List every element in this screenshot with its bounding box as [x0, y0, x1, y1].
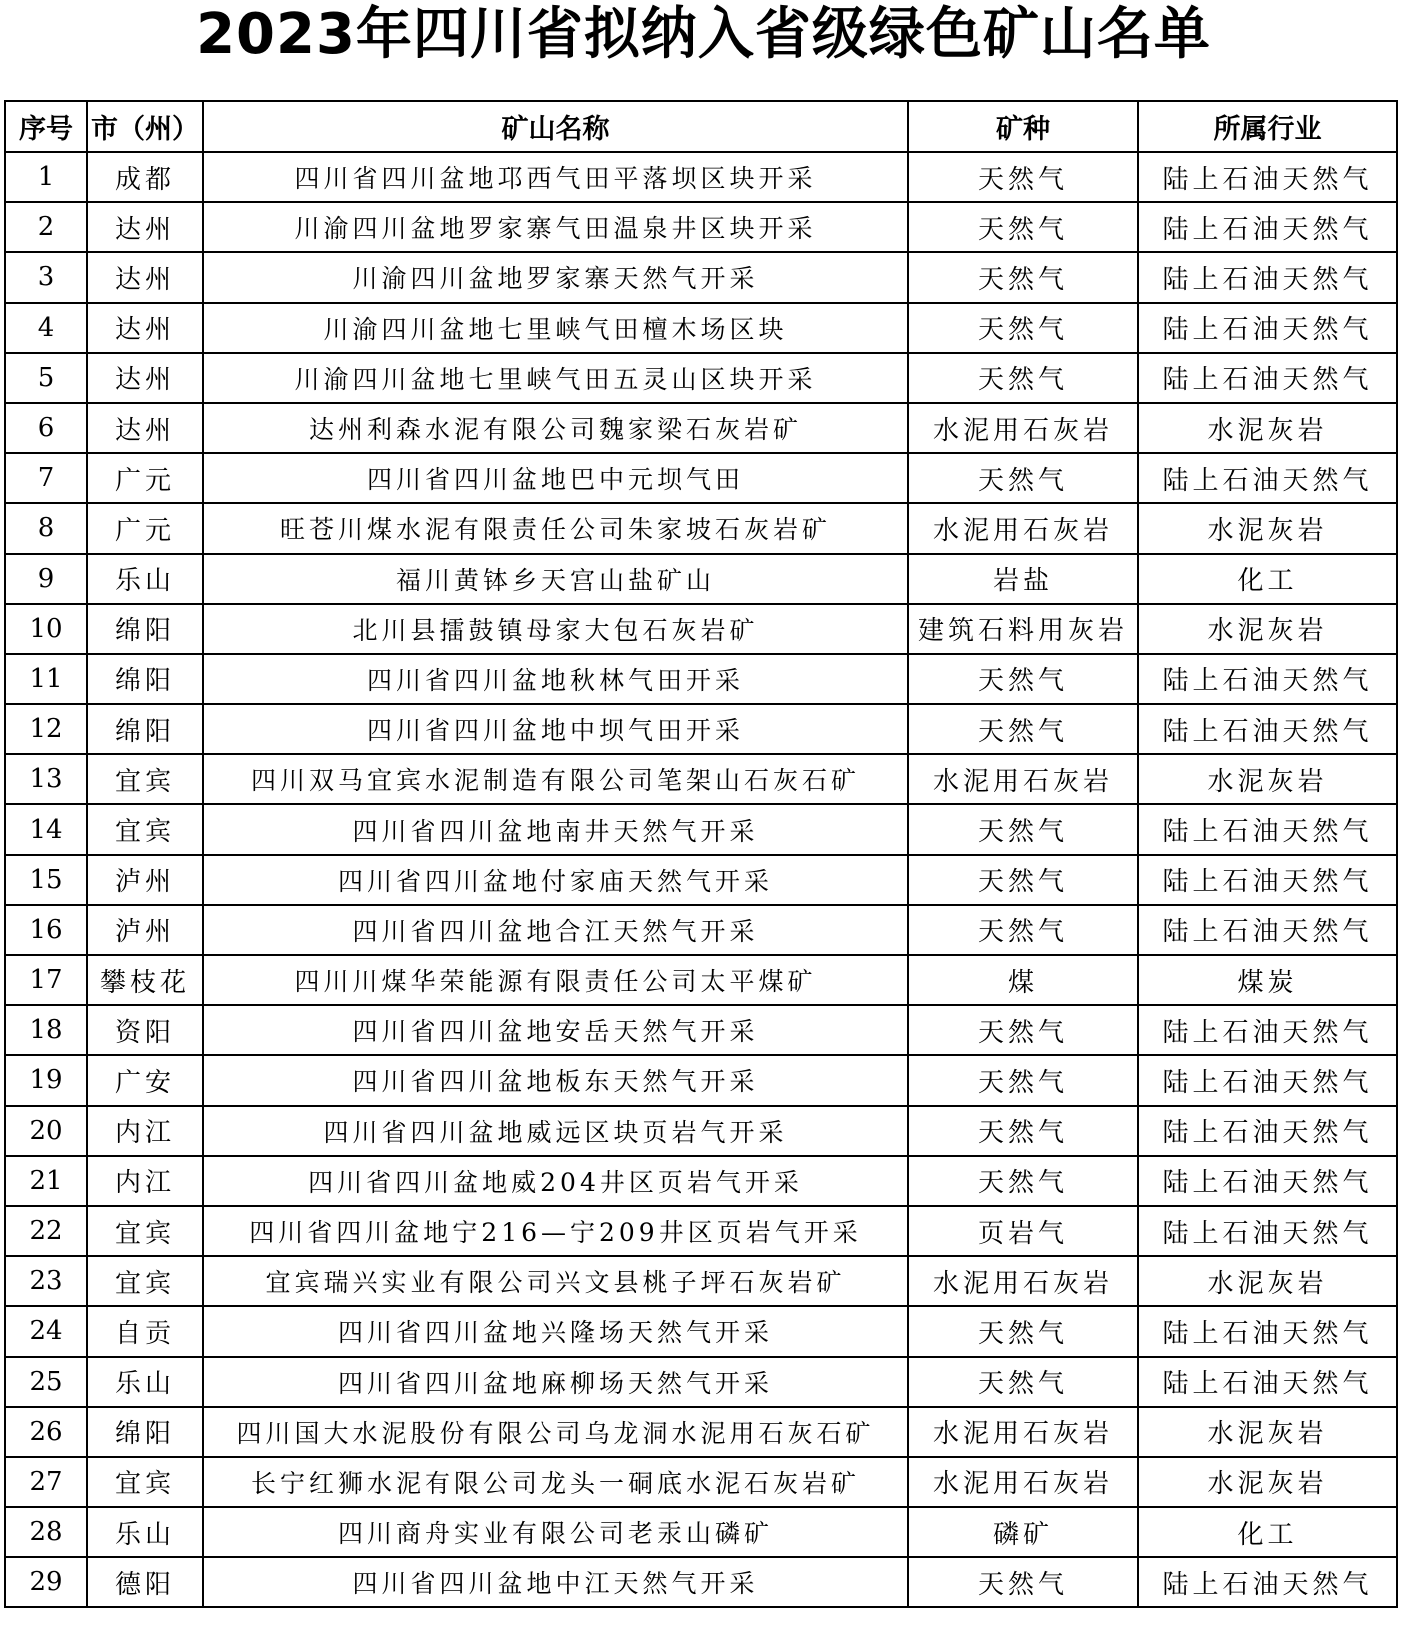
row-city: 宜宾 — [87, 754, 203, 804]
table-body — [5, 152, 1397, 1607]
row-number: 9 — [5, 554, 87, 604]
row-industry: 陆上石油天然气 — [1138, 453, 1397, 503]
row-number: 14 — [5, 804, 87, 854]
row-number: 12 — [5, 704, 87, 754]
table-row — [5, 604, 1397, 654]
row-industry: 陆上石油天然气 — [1138, 1106, 1397, 1156]
row-industry: 水泥灰岩 — [1138, 604, 1397, 654]
row-city: 达州 — [87, 252, 203, 302]
row-mine-name: 达州利森水泥有限公司魏家梁石灰岩矿 — [203, 403, 908, 453]
row-number: 20 — [5, 1106, 87, 1156]
page-title: 2023年四川省拟纳入省级绿色矿山名单 — [196, 2, 1211, 67]
row-number: 29 — [5, 1557, 87, 1607]
table-row — [5, 403, 1397, 453]
table-row — [5, 704, 1397, 754]
row-mine-name: 四川省四川盆地付家庙天然气开采 — [203, 855, 908, 905]
row-industry: 化工 — [1138, 554, 1397, 604]
row-industry: 陆上石油天然气 — [1138, 905, 1397, 955]
table-row — [5, 1156, 1397, 1206]
row-city: 内江 — [87, 1156, 203, 1206]
row-city: 宜宾 — [87, 804, 203, 854]
header-mine-name: 矿山名称 — [203, 101, 908, 152]
row-city: 乐山 — [87, 1507, 203, 1557]
table-row — [5, 503, 1397, 553]
row-city: 达州 — [87, 353, 203, 403]
row-industry: 水泥灰岩 — [1138, 1457, 1397, 1507]
table-row — [5, 905, 1397, 955]
table-row — [5, 1507, 1397, 1557]
table-row — [5, 1557, 1397, 1607]
row-mineral: 天然气 — [908, 202, 1138, 252]
row-mineral: 水泥用石灰岩 — [908, 1407, 1138, 1457]
row-mine-name: 北川县擂鼓镇母家大包石灰岩矿 — [203, 604, 908, 654]
row-city: 德阳 — [87, 1557, 203, 1607]
table-row — [5, 353, 1397, 403]
row-number: 5 — [5, 353, 87, 403]
table-row — [5, 252, 1397, 302]
row-mineral: 天然气 — [908, 654, 1138, 704]
row-city: 内江 — [87, 1106, 203, 1156]
row-city: 广安 — [87, 1055, 203, 1105]
row-number: 10 — [5, 604, 87, 654]
row-number: 23 — [5, 1256, 87, 1306]
row-industry: 水泥灰岩 — [1138, 403, 1397, 453]
row-mineral: 天然气 — [908, 303, 1138, 353]
header-mineral: 矿种 — [908, 101, 1138, 152]
row-mine-name: 旺苍川煤水泥有限责任公司朱家坡石灰岩矿 — [203, 503, 908, 553]
row-number: 2 — [5, 202, 87, 252]
row-mineral: 岩盐 — [908, 554, 1138, 604]
row-mine-name: 四川国大水泥股份有限公司乌龙洞水泥用石灰石矿 — [203, 1407, 908, 1457]
row-industry: 陆上石油天然气 — [1138, 1005, 1397, 1055]
row-industry: 陆上石油天然气 — [1138, 1557, 1397, 1607]
row-city: 泸州 — [87, 855, 203, 905]
table-row — [5, 654, 1397, 704]
table-row — [5, 554, 1397, 604]
table-row — [5, 804, 1397, 854]
row-industry: 化工 — [1138, 1507, 1397, 1557]
row-industry: 陆上石油天然气 — [1138, 1306, 1397, 1356]
row-mineral: 煤 — [908, 955, 1138, 1005]
row-mineral: 页岩气 — [908, 1206, 1138, 1256]
row-mine-name: 四川省四川盆地秋林气田开采 — [203, 654, 908, 704]
row-mine-name: 川渝四川盆地七里峡气田檀木场区块 — [203, 303, 908, 353]
row-mineral: 天然气 — [908, 1156, 1138, 1206]
row-mine-name: 宜宾瑞兴实业有限公司兴文县桃子坪石灰岩矿 — [203, 1256, 908, 1306]
row-city: 广元 — [87, 453, 203, 503]
table-row — [5, 1206, 1397, 1256]
table-row — [5, 1457, 1397, 1507]
row-industry: 陆上石油天然气 — [1138, 1357, 1397, 1407]
row-mine-name: 四川双马宜宾水泥制造有限公司笔架山石灰石矿 — [203, 754, 908, 804]
row-number: 18 — [5, 1005, 87, 1055]
row-mine-name: 四川省四川盆地南井天然气开采 — [203, 804, 908, 854]
row-city: 广元 — [87, 503, 203, 553]
row-number: 1 — [5, 152, 87, 202]
table-row — [5, 1407, 1397, 1457]
table-row — [5, 855, 1397, 905]
row-mineral: 磷矿 — [908, 1507, 1138, 1557]
row-mine-name: 四川省四川盆地板东天然气开采 — [203, 1055, 908, 1105]
row-industry: 陆上石油天然气 — [1138, 704, 1397, 754]
row-industry: 陆上石油天然气 — [1138, 804, 1397, 854]
row-mineral: 天然气 — [908, 252, 1138, 302]
table-row — [5, 754, 1397, 804]
row-number: 25 — [5, 1357, 87, 1407]
row-mineral: 天然气 — [908, 804, 1138, 854]
row-mineral: 天然气 — [908, 905, 1138, 955]
green-mine-table — [4, 100, 1398, 1608]
row-number: 7 — [5, 453, 87, 503]
row-mineral: 水泥用石灰岩 — [908, 403, 1138, 453]
row-industry: 陆上石油天然气 — [1138, 654, 1397, 704]
row-number: 11 — [5, 654, 87, 704]
row-city: 宜宾 — [87, 1206, 203, 1256]
table-row — [5, 1306, 1397, 1356]
row-mine-name: 四川省四川盆地邛西气田平落坝区块开采 — [203, 152, 908, 202]
row-city: 资阳 — [87, 1005, 203, 1055]
row-industry: 水泥灰岩 — [1138, 1256, 1397, 1306]
row-mine-name: 川渝四川盆地罗家寨气田温泉井区块开采 — [203, 202, 908, 252]
row-mineral: 水泥用石灰岩 — [908, 1457, 1138, 1507]
row-industry: 陆上石油天然气 — [1138, 855, 1397, 905]
table-row — [5, 1106, 1397, 1156]
row-mine-name: 四川商舟实业有限公司老汞山磷矿 — [203, 1507, 908, 1557]
row-number: 24 — [5, 1306, 87, 1356]
row-mineral: 建筑石料用灰岩 — [908, 604, 1138, 654]
row-mineral: 天然气 — [908, 1106, 1138, 1156]
row-city: 绵阳 — [87, 604, 203, 654]
row-mine-name: 福川黄钵乡天宫山盐矿山 — [203, 554, 908, 604]
table-header-row — [5, 101, 1397, 152]
row-industry: 陆上石油天然气 — [1138, 1055, 1397, 1105]
row-mine-name: 四川省四川盆地安岳天然气开采 — [203, 1005, 908, 1055]
row-mineral: 天然气 — [908, 1005, 1138, 1055]
row-number: 6 — [5, 403, 87, 453]
row-mine-name: 四川省四川盆地中江天然气开采 — [203, 1557, 908, 1607]
row-mine-name: 四川省四川盆地威远区块页岩气开采 — [203, 1106, 908, 1156]
header-industry: 所属行业 — [1138, 101, 1397, 152]
row-number: 4 — [5, 303, 87, 353]
row-city: 达州 — [87, 403, 203, 453]
row-industry: 水泥灰岩 — [1138, 754, 1397, 804]
table-row — [5, 202, 1397, 252]
row-mineral: 水泥用石灰岩 — [908, 503, 1138, 553]
row-mine-name: 四川川煤华荣能源有限责任公司太平煤矿 — [203, 955, 908, 1005]
row-city: 宜宾 — [87, 1256, 203, 1306]
row-city: 攀枝花 — [87, 955, 203, 1005]
row-mineral: 天然气 — [908, 152, 1138, 202]
row-industry: 陆上石油天然气 — [1138, 353, 1397, 403]
row-number: 17 — [5, 955, 87, 1005]
row-mine-name: 四川省四川盆地宁216—宁209井区页岩气开采 — [203, 1206, 908, 1256]
row-city: 绵阳 — [87, 1407, 203, 1457]
row-mine-name: 四川省四川盆地威204井区页岩气开采 — [203, 1156, 908, 1206]
row-industry: 煤炭 — [1138, 955, 1397, 1005]
row-industry: 陆上石油天然气 — [1138, 1156, 1397, 1206]
row-number: 16 — [5, 905, 87, 955]
row-number: 15 — [5, 855, 87, 905]
row-city: 成都 — [87, 152, 203, 202]
row-mineral: 天然气 — [908, 1306, 1138, 1356]
table-row — [5, 955, 1397, 1005]
row-mine-name: 川渝四川盆地七里峡气田五灵山区块开采 — [203, 353, 908, 403]
row-number: 26 — [5, 1407, 87, 1457]
row-mineral: 天然气 — [908, 453, 1138, 503]
row-mine-name: 四川省四川盆地兴隆场天然气开采 — [203, 1306, 908, 1356]
row-mine-name: 四川省四川盆地麻柳场天然气开采 — [203, 1357, 908, 1407]
row-mine-name: 长宁红狮水泥有限公司龙头一硐底水泥石灰岩矿 — [203, 1457, 908, 1507]
row-mineral: 天然气 — [908, 353, 1138, 403]
row-mineral: 天然气 — [908, 1357, 1138, 1407]
row-number: 13 — [5, 754, 87, 804]
row-number: 21 — [5, 1156, 87, 1206]
row-city: 自贡 — [87, 1306, 203, 1356]
table-row — [5, 303, 1397, 353]
row-mineral: 天然气 — [908, 1557, 1138, 1607]
row-industry: 陆上石油天然气 — [1138, 1206, 1397, 1256]
row-city: 泸州 — [87, 905, 203, 955]
row-city: 宜宾 — [87, 1457, 203, 1507]
table-row — [5, 1055, 1397, 1105]
row-number: 28 — [5, 1507, 87, 1557]
row-city: 达州 — [87, 303, 203, 353]
row-number: 19 — [5, 1055, 87, 1105]
row-mine-name: 四川省四川盆地合江天然气开采 — [203, 905, 908, 955]
row-mine-name: 四川省四川盆地巴中元坝气田 — [203, 453, 908, 503]
row-mine-name: 川渝四川盆地罗家寨天然气开采 — [203, 252, 908, 302]
row-mineral: 水泥用石灰岩 — [908, 754, 1138, 804]
header-city: 市（州） — [87, 101, 203, 152]
row-city: 绵阳 — [87, 654, 203, 704]
row-number: 27 — [5, 1457, 87, 1507]
row-mineral: 天然气 — [908, 704, 1138, 754]
row-mine-name: 四川省四川盆地中坝气田开采 — [203, 704, 908, 754]
table-row — [5, 1256, 1397, 1306]
row-industry: 水泥灰岩 — [1138, 503, 1397, 553]
row-city: 达州 — [87, 202, 203, 252]
table-row — [5, 1357, 1397, 1407]
row-number: 22 — [5, 1206, 87, 1256]
row-city: 乐山 — [87, 554, 203, 604]
row-number: 3 — [5, 252, 87, 302]
row-industry: 陆上石油天然气 — [1138, 303, 1397, 353]
row-industry: 水泥灰岩 — [1138, 1407, 1397, 1457]
row-industry: 陆上石油天然气 — [1138, 252, 1397, 302]
row-number: 8 — [5, 503, 87, 553]
table-row — [5, 453, 1397, 503]
table-row — [5, 152, 1397, 202]
row-mineral: 天然气 — [908, 855, 1138, 905]
row-city: 绵阳 — [87, 704, 203, 754]
header-no: 序号 — [5, 101, 87, 152]
table-row — [5, 1005, 1397, 1055]
row-mineral: 水泥用石灰岩 — [908, 1256, 1138, 1306]
row-city: 乐山 — [87, 1357, 203, 1407]
row-industry: 陆上石油天然气 — [1138, 152, 1397, 202]
row-industry: 陆上石油天然气 — [1138, 202, 1397, 252]
row-mineral: 天然气 — [908, 1055, 1138, 1105]
